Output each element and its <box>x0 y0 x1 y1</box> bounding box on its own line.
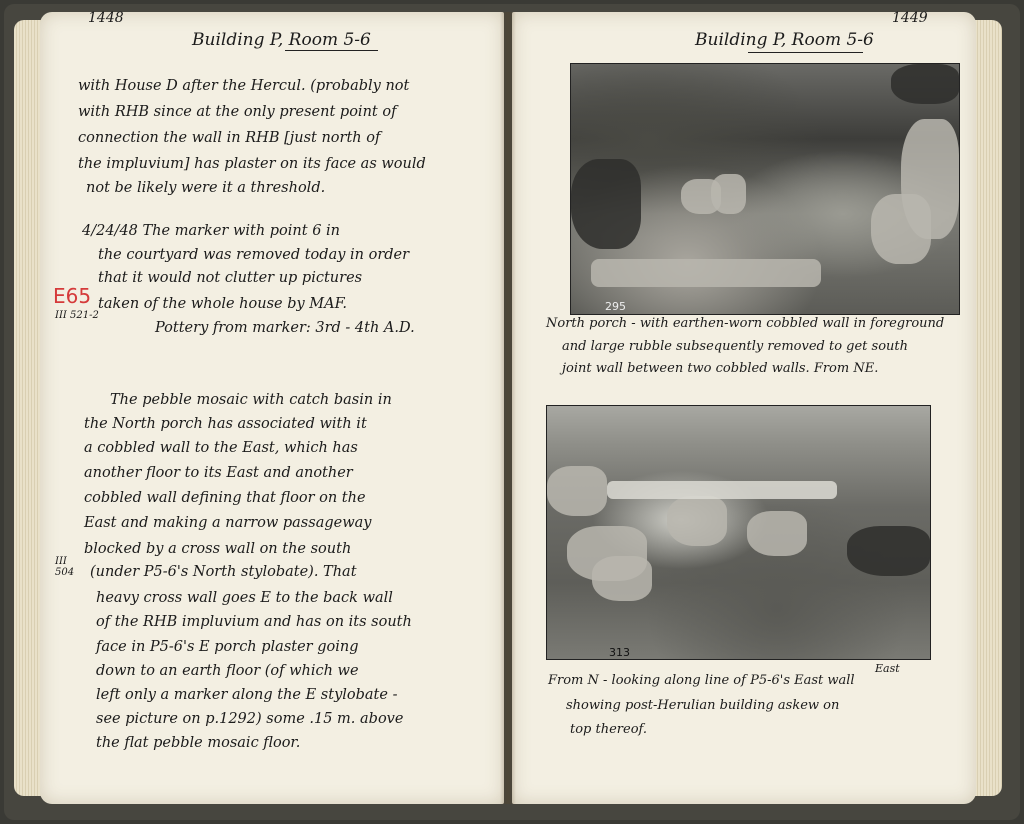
caption2-line3: top thereof. <box>570 722 648 737</box>
right-page-title: Building P, Room 5-6 <box>695 30 874 50</box>
left-text-line: left only a marker along the E stylobate - <box>96 687 398 703</box>
left-text-line: not be likely were it a threshold. <box>86 180 326 196</box>
left-text-line: The pebble mosaic with catch basin in <box>110 392 392 408</box>
margin-reference-2: III 504 <box>55 556 75 578</box>
book-gutter <box>500 12 516 804</box>
left-text-line: heavy cross wall goes E to the back wall <box>96 590 393 606</box>
photo1-number: 295 <box>605 300 626 313</box>
left-text-line: cobbled wall defining that floor on the <box>84 490 366 506</box>
excavation-photo-north-porch <box>570 63 960 315</box>
caption1-line2: and large rubble subsequently removed to get south <box>562 339 908 354</box>
right-title-underline <box>748 52 863 53</box>
left-text-line: blocked by a cross wall on the south <box>84 541 352 557</box>
left-text-line: the impluvium] has plaster on its face as would <box>78 156 426 172</box>
left-text-line: East and making a narrow passageway <box>84 515 372 531</box>
margin-reference-1: III 521-2 <box>55 310 99 321</box>
photo2-number: 313 <box>609 646 630 659</box>
left-text-line: a cobbled wall to the East, which has <box>84 440 358 456</box>
left-text-line: connection the wall in RHB [just north of <box>78 130 381 146</box>
left-text-line: the North porch has associated with it <box>84 416 367 432</box>
left-text-line: face in P5-6's E porch plaster going <box>96 639 359 655</box>
left-text-line: with RHB since at the only present point of <box>78 104 397 120</box>
caption2-line2: showing post-Herulian building askew on <box>566 698 840 713</box>
left-text-line: of the RHB impluvium and has on its south <box>96 614 412 630</box>
left-text-line: that it would not clutter up pictures <box>98 270 363 286</box>
left-text-line: 4/24/48 The marker with point 6 in <box>82 223 340 239</box>
caption2-line1: From N - looking along line of P5-6's East wall <box>548 673 855 688</box>
left-text-line: taken of the whole house by MAF. <box>98 296 348 312</box>
caption1-line1: North porch - with earthen-worn cobbled wall in foreground <box>546 316 945 331</box>
caption1-line3: joint wall between two cobbled walls. From NE. <box>562 361 879 376</box>
page-edges-right <box>972 20 1002 796</box>
left-page-title: Building P, Room 5-6 <box>192 30 371 50</box>
left-title-underline <box>285 50 378 51</box>
left-page-number: 1448 <box>88 10 124 26</box>
left-text-line: Pottery from marker: 3rd - 4th A.D. <box>155 320 415 336</box>
left-text-line: (under P5-6's North stylobate). That <box>90 564 357 580</box>
left-text-line: down to an earth floor (of which we <box>96 663 359 679</box>
right-page-number: 1449 <box>892 10 928 26</box>
margin-red-mark: E65 <box>53 284 92 308</box>
left-text-line: with House D after the Hercul. (probably not <box>78 78 410 94</box>
left-text-line: the flat pebble mosaic floor. <box>96 735 301 751</box>
left-text-line: another floor to its East and another <box>84 465 353 481</box>
caption2-insert: East <box>875 662 900 675</box>
left-text-line: see picture on p.1292) some .15 m. above <box>96 711 404 727</box>
left-text-line: the courtyard was removed today in order <box>98 247 410 263</box>
excavation-photo-from-north <box>546 405 931 660</box>
